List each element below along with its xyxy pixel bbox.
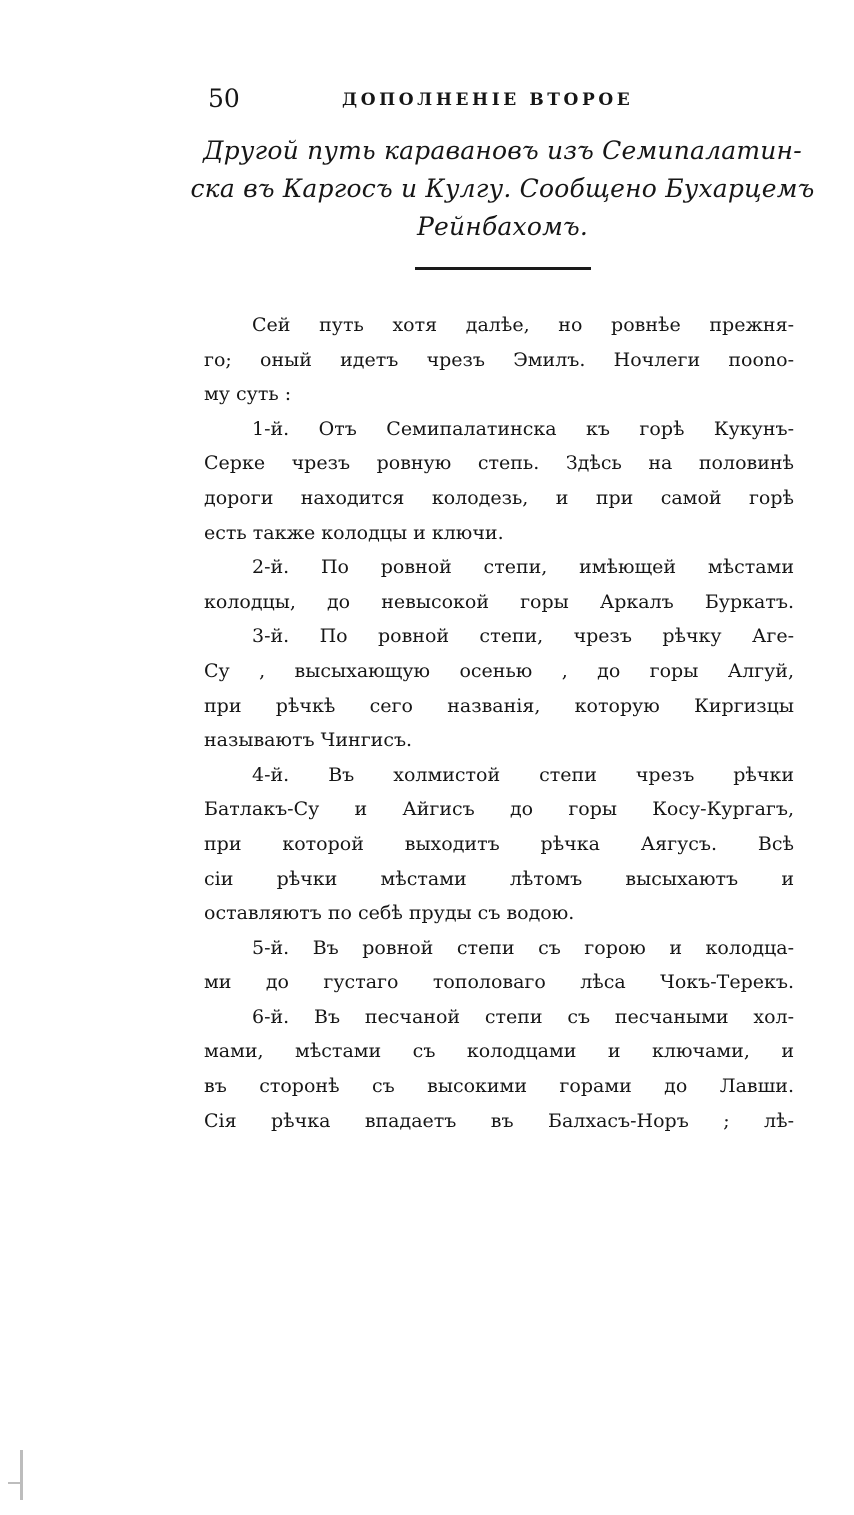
body-line: Батлакъ-Су и Айгисъ до горы Косу-Кургагъ, <box>204 798 794 821</box>
body-line: Сей путь хотя далѣе, но ровнѣе прежня- <box>252 314 794 336</box>
page-number: 50 <box>208 84 240 113</box>
body-line: 3-й. По ровной степи, чрезъ рѣчку Аге- <box>252 625 794 648</box>
page-header <box>208 84 678 114</box>
body-line: 1-й. Отъ Семипалатинска къ горѣ Кукунъ- <box>252 417 794 440</box>
body-line: оставляютъ по себѣ пруды съ водою. <box>204 902 575 925</box>
body-line: Су , высыхающую осенью , до горы Алгуй, <box>204 659 794 682</box>
body-line: колодцы, до невысокой горы Аркалъ Буркатъ. <box>204 590 794 613</box>
body-line: 6-й. Въ песчаной степи съ песчаными хол- <box>252 1005 794 1028</box>
body-line: при рѣчкѣ сего названія, которую Киргизцы <box>204 694 794 717</box>
body-line: ми до густаго тополоваго лѣса Чокъ-Терекъ. <box>204 971 794 994</box>
title-line: Другой путь каравановъ изъ Семипалатин- <box>203 136 802 165</box>
body-line: му суть : <box>204 383 292 406</box>
body-line: Серке чрезъ ровную степь. Здѣсь на половинѣ <box>204 452 794 475</box>
body-line: Сія рѣчка впадаетъ въ Балхасъ-Норъ ; лѣ- <box>204 1109 794 1132</box>
left-edge-mark <box>20 1450 23 1500</box>
title-line: Рейнбахомъ. <box>416 212 589 241</box>
body-line: при которой выходитъ рѣчка Аягусъ. Всѣ <box>204 832 794 855</box>
body-line: 2-й. По ровной степи, имѣющей мѣстами <box>252 556 794 579</box>
body-line: называютъ Чингисъ. <box>204 729 413 752</box>
body-text <box>204 308 794 1138</box>
title-line: ска въ Каргосъ и Кулгу. Сообщено Бухарцемъ <box>190 174 815 203</box>
body-line: 4-й. Въ холмистой степи чрезъ рѣчки <box>252 763 794 786</box>
section-title <box>180 132 825 246</box>
body-line: есть также колодцы и ключи. <box>204 521 504 544</box>
body-line: сіи рѣчки мѣстами лѣтомъ высыхаютъ и <box>204 867 794 890</box>
title-divider-rule <box>415 267 591 270</box>
body-line: мами, мѣстами съ колодцами и ключами, и <box>204 1040 794 1063</box>
left-edge-mark-tick <box>8 1482 20 1484</box>
body-line: въ сторонѣ съ высокими горами до Лавши. <box>204 1075 794 1098</box>
body-line: го; оный идетъ чрезъ Эмилъ. Ночлеги поono- <box>204 348 794 371</box>
body-line: 5-й. Въ ровной степи съ горою и колодца- <box>252 936 794 959</box>
running-head: ДОПОЛНЕНІЕ ВТОРОЕ <box>342 90 634 110</box>
body-line: дороги находится колодезь, и при самой горѣ <box>204 486 794 509</box>
